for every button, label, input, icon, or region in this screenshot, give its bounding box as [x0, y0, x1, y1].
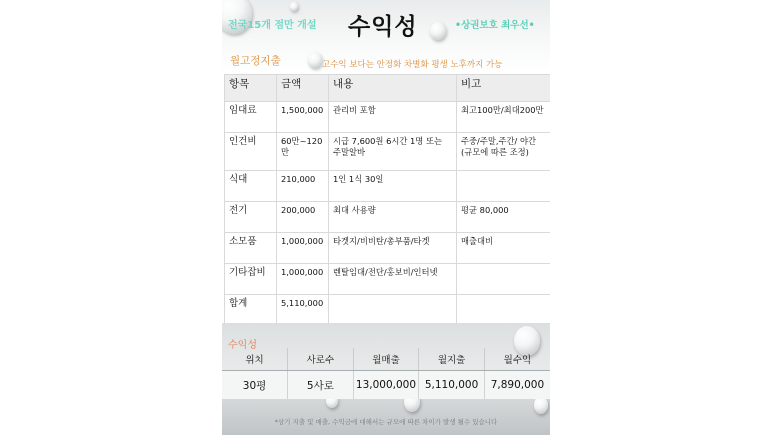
table-cell: 5사로 [288, 371, 354, 400]
table-cell: 전기 [225, 202, 277, 233]
column-header: 비고 [457, 75, 551, 102]
table-row [222, 371, 550, 400]
table-cell: 주중/주말,주간/ 야간 (규모에 따른 조정) [457, 133, 551, 171]
water-drop-decoration [290, 2, 298, 11]
table-cell: 렌탈임대/전단/홍보비/인터넷 [329, 264, 457, 295]
table-cell [457, 264, 551, 295]
table-cell: 합계 [225, 295, 277, 326]
column-header: 금액 [277, 75, 329, 102]
table-cell: 30평 [222, 371, 288, 400]
table-cell: 소모품 [225, 233, 277, 264]
table-row [225, 264, 551, 295]
table-row [225, 233, 551, 264]
table-cell: 1,000,000 [277, 233, 329, 264]
column-header: 위치 [222, 348, 288, 371]
table-cell: 최고100만/최대200만 [457, 102, 551, 133]
table-cell: 7,890,000 [484, 371, 550, 400]
table-cell: 관리비 포함 [329, 102, 457, 133]
table-cell: 1,500,000 [277, 102, 329, 133]
column-header: 월지출 [419, 348, 485, 371]
footnote: *상기 지출 및 매출, 수익금에 대해서는 규모에 따른 차이가 발생 될수 있습니다 [274, 418, 498, 426]
table-cell: 210,000 [277, 171, 329, 202]
badge-text: •상권보호 최우선• [455, 20, 535, 31]
column-header: 사로수 [288, 348, 354, 371]
table-cell [457, 295, 551, 326]
table-row [225, 102, 551, 133]
section-subtitle: 고수익 보다는 안정화 차별화 평생 노후까지 가능 [322, 60, 503, 70]
table-cell: 기타잡비 [225, 264, 277, 295]
table-cell: 13,000,000 [353, 371, 419, 400]
table-cell: 타겟지/비비탄/총부품/타겟 [329, 233, 457, 264]
revenue-table [222, 348, 550, 399]
table-cell: 200,000 [277, 202, 329, 233]
water-drop-decoration [430, 22, 446, 40]
table-row [225, 133, 551, 171]
column-header: 내용 [329, 75, 457, 102]
section-label-fixed-cost: 월고정지출 [230, 55, 281, 67]
column-header: 월매출 [353, 348, 419, 371]
table-cell: 인건비 [225, 133, 277, 171]
table-cell [457, 171, 551, 202]
table-cell: 5,110,000 [419, 371, 485, 400]
table-header-row [222, 348, 550, 371]
table-cell: 시급 7,600원 6시간 1명 또는 주말알바 [329, 133, 457, 171]
table-cell: 임대료 [225, 102, 277, 133]
page-title: 수익성 [348, 14, 418, 40]
table-header-row [225, 75, 551, 102]
table-row [225, 202, 551, 233]
table-cell: 평균 80,000 [457, 202, 551, 233]
table-cell: 60만~120만 [277, 133, 329, 171]
promo-text: 전국15개 점만 개설 [228, 20, 317, 31]
slide [222, 0, 550, 435]
cost-table [224, 74, 550, 326]
table-cell: 식대 [225, 171, 277, 202]
table-row-total [225, 295, 551, 326]
water-drop-decoration [308, 52, 322, 68]
table-row [225, 171, 551, 202]
table-cell: 매출대비 [457, 233, 551, 264]
table-cell: 1,000,000 [277, 264, 329, 295]
column-header: 월수익 [484, 348, 550, 371]
column-header: 항목 [225, 75, 277, 102]
table-cell [329, 295, 457, 326]
table-cell: 1인 1식 30일 [329, 171, 457, 202]
table-cell: 5,110,000 [277, 295, 329, 326]
table-cell: 최대 사용량 [329, 202, 457, 233]
section-label-revenue: 수익성 [228, 340, 257, 351]
